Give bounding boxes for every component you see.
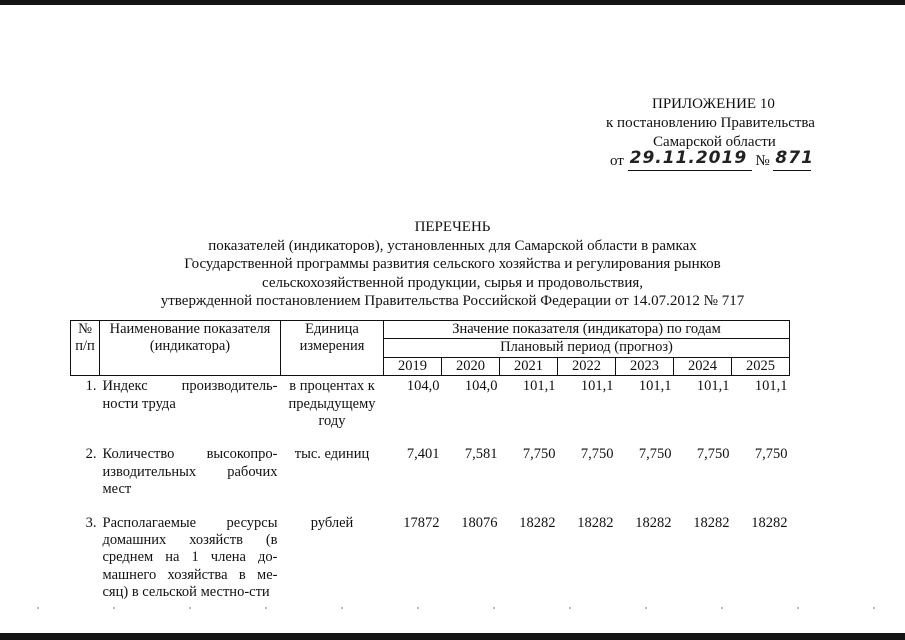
header-name: Наименование показателя (индикатора) <box>100 321 281 376</box>
indicator-value: 7,750 <box>580 446 614 463</box>
indicator-value: 18282 <box>635 514 672 531</box>
indicator-value: 7,750 <box>522 446 556 463</box>
header-values-group: Значение показателя (индикатора) по годам <box>384 321 790 339</box>
table-row <box>71 376 790 445</box>
indicator-value: 18282 <box>693 514 730 531</box>
header-unit: Единица измерения <box>281 321 384 376</box>
indicator-value: 18282 <box>519 514 556 531</box>
indicator-value: 7,750 <box>638 446 672 463</box>
indicator-value: 7,401 <box>406 446 440 463</box>
header-period: Плановый период (прогноз) <box>384 339 790 357</box>
indicator-value: 101,1 <box>754 378 788 395</box>
header-year: 2022 <box>558 357 616 375</box>
table-row <box>71 513 790 616</box>
header-year: 2023 <box>616 357 674 375</box>
number-field <box>773 148 814 171</box>
indicator-value: 7,750 <box>754 446 788 463</box>
indicator-value: 18282 <box>751 514 788 531</box>
heading-line: Государственной программы развития сельского хозяйства и регулирования рынков <box>184 256 721 273</box>
appendix-region-line: Самарской области <box>653 134 776 150</box>
indicator-value: 7,750 <box>696 446 730 463</box>
scan-noise-dots <box>0 606 905 610</box>
handwritten-number: 871 <box>775 148 814 168</box>
handwritten-date: 29.11.2019 <box>629 148 748 168</box>
heading-line: утвержденной постановлением Правительства Российской Федерации от 14.07.2012 № 717 <box>160 293 745 310</box>
heading-line: сельскохозяйственной продукции, сырья и продовольствия, <box>261 274 644 291</box>
row-number: 1. <box>85 378 97 395</box>
row-number: 3. <box>85 514 97 531</box>
header-year: 2020 <box>442 357 500 375</box>
indicator-unit: тыс. единиц <box>294 446 370 463</box>
appendix-resolution-line: к постановлению Правительства <box>606 115 815 131</box>
date-prefix: от <box>610 153 624 169</box>
indicator-value: 104,0 <box>406 378 440 395</box>
row-number: 2. <box>85 446 97 463</box>
indicator-value: 18282 <box>577 514 614 531</box>
table-row <box>71 444 790 512</box>
indicator-value: 17872 <box>403 514 440 531</box>
scan-edge-top <box>0 0 905 5</box>
appendix-title: ПРИЛОЖЕНИЕ 10 <box>652 96 775 112</box>
heading-line: показателей (индикаторов), установленных для Самарской области в рамках <box>208 237 697 254</box>
indicator-value: 101,1 <box>638 378 672 395</box>
indicator-unit: в процентах к предыдущему году <box>288 378 376 430</box>
heading-title: ПЕРЕЧЕНЬ <box>414 219 491 235</box>
header-no: № п/п <box>71 321 100 376</box>
header-year: 2021 <box>500 357 558 375</box>
header-year: 2024 <box>674 357 732 375</box>
indicator-name: Располагаемые ресурсы домашних хозяйств (в среднем на 1 члена до-машнего хозяйства в ме-сяц) в сельской местно-сти <box>102 514 278 601</box>
indicator-value: 7,581 <box>464 446 498 463</box>
indicator-name: Количество высокопро-изводительных рабочих мест <box>102 446 278 498</box>
date-field <box>628 148 752 171</box>
scan-edge-bottom <box>0 633 905 640</box>
header-year: 2025 <box>732 357 790 375</box>
indicator-value: 101,1 <box>522 378 556 395</box>
header-year: 2019 <box>384 357 442 375</box>
number-prefix: № <box>755 153 770 169</box>
indicator-unit: рублей <box>310 514 354 531</box>
appendix-date-line <box>610 148 814 171</box>
document-heading <box>0 218 905 311</box>
indicators-table <box>70 320 790 616</box>
indicator-value: 104,0 <box>464 378 498 395</box>
indicator-value: 101,1 <box>696 378 730 395</box>
indicator-name: Индекс производитель-ности труда <box>102 378 278 412</box>
indicator-value: 101,1 <box>580 378 614 395</box>
indicator-value: 18076 <box>461 514 498 531</box>
